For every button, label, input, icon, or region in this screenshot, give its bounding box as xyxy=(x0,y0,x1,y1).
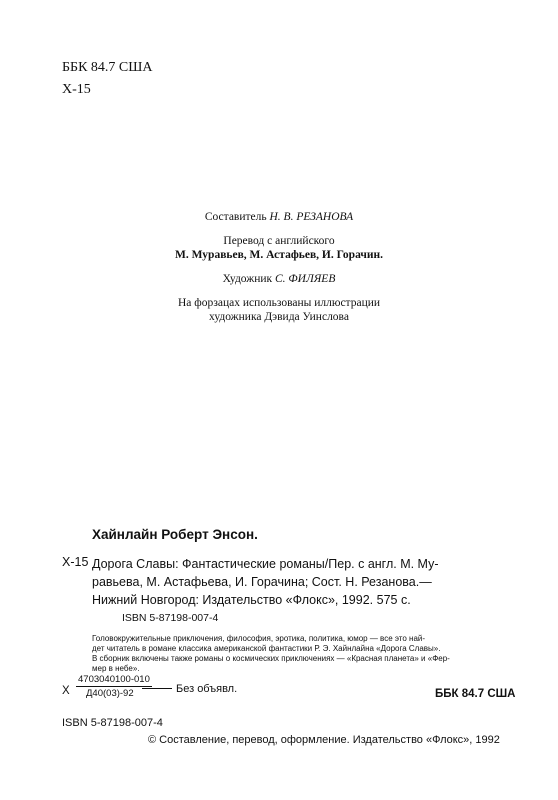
author-code-top: Х-15 xyxy=(62,82,91,97)
catalog-isbn: ISBN 5-87198-007-4 xyxy=(122,612,219,624)
imprint-index-fraction xyxy=(76,674,152,699)
endpaper-line-1: На форзацах использованы иллюстрации xyxy=(177,297,381,309)
imprint-x-letter: Х xyxy=(62,685,70,697)
credits-block xyxy=(0,210,558,324)
abstract-line-1: Головокружительные приключения, философия, эротика, политика, юмор — все это най- xyxy=(92,634,426,643)
catalog-description xyxy=(92,555,522,609)
compiler-prefix: Составитель xyxy=(204,211,267,223)
bbk-classification-top: ББК 84.7 США xyxy=(62,60,153,75)
catalog-desc-line-1: Дорога Славы: Фантастические романы/Пер. с англ. М. Му- xyxy=(92,557,439,571)
catalog-desc-line-3: Нижний Новгород: Издательство «Флокс», 1992. 575 с. xyxy=(92,593,411,607)
imprint-isbn: ISBN 5-87198-007-4 xyxy=(62,717,163,729)
bbk-classification-bottom: ББК 84.7 США xyxy=(435,688,516,700)
abstract-line-3: В сборник включены также романы о космических приключениях — «Красная планета» и «Фер- xyxy=(92,654,450,663)
artist-prefix: Художник xyxy=(222,273,273,285)
catalog-author: Хайнлайн Роберт Энсон. xyxy=(92,527,258,542)
imprint-price-note: Без объявл. xyxy=(176,683,238,695)
imprint-index-denominator: Д40(03)-92 xyxy=(86,688,134,699)
compiler-name: Н. В. РЕЗАНОВА xyxy=(269,211,354,223)
translators-line: М. Муравьев, М. Астафьев, И. Горачин. xyxy=(175,249,383,261)
compiler-line xyxy=(0,210,558,224)
artist-line xyxy=(0,272,558,286)
fraction-rule-divider xyxy=(142,688,172,689)
catalog-desc-line-2: равьева, М. Астафьева, И. Горачина; Сост. Н. Резанова.— xyxy=(92,575,432,589)
imprint-index-numerator: 4703040100-010 xyxy=(78,674,150,685)
abstract-line-4: мер в небе». xyxy=(92,664,140,673)
catalog-code: Х-15 xyxy=(62,555,89,569)
artist-name: С. ФИЛЯЕВ xyxy=(274,273,336,285)
abstract-line-2: дет читатель в романе классика американской фантастики Р. Э. Хайнлайна «Дорога Славы». xyxy=(92,644,441,653)
abstract-block xyxy=(92,634,524,674)
translation-label: Перевод с английского xyxy=(223,235,335,247)
endpaper-line-2: художника Дэвида Уинслова xyxy=(209,311,349,323)
copyright-line: © Составление, перевод, оформление. Издательство «Флокс», 1992 xyxy=(148,734,500,746)
